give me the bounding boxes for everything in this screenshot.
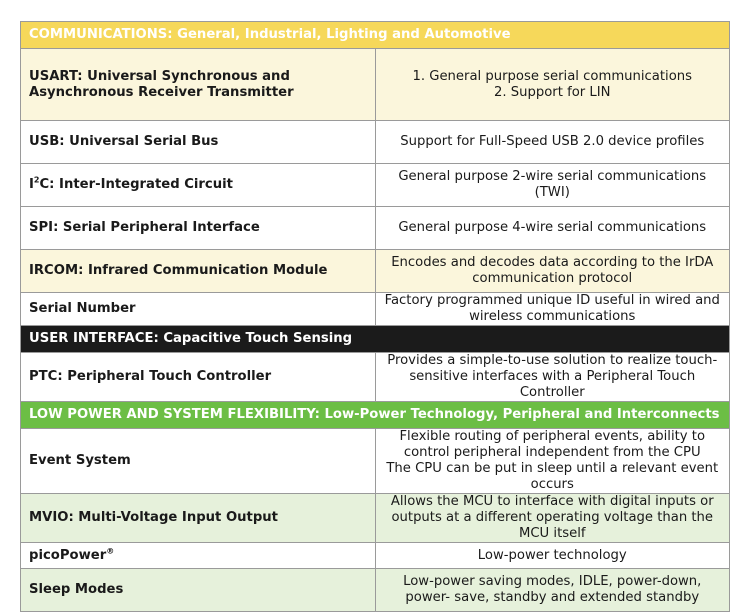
table-row-usart <box>21 49 730 121</box>
feature-description: Low-power technology <box>375 543 730 569</box>
table-row-sleep-modes <box>21 569 730 612</box>
feature-name: Sleep Modes <box>21 569 376 612</box>
table-row-event-system <box>21 429 730 494</box>
section-title: COMMUNICATIONS: General, Industrial, Lighting and Automotive <box>21 22 730 49</box>
feature-description: Encodes and decodes data according to the IrDA communication protocol <box>375 250 730 293</box>
feature-name: $I^2C$: Inter-Integrated Circuit <box>21 164 376 207</box>
description-line: 1. General purpose serial communications <box>412 68 693 84</box>
section-title: LOW POWER AND SYSTEM FLEXIBILITY: Low-Power Technology, Peripheral and Interconnects <box>21 402 730 429</box>
section-header-user-interface <box>21 326 730 353</box>
feature-name: PTC: Peripheral Touch Controller <box>21 353 376 402</box>
table-row-ptc <box>21 353 730 402</box>
feature-description: General purpose 2-wire serial communications (TWI) <box>375 164 730 207</box>
feature-description: Allows the MCU to interface with digital inputs or outputs at a different operating voltage than the MCU itself <box>375 494 730 543</box>
feature-name: Event System <box>21 429 376 494</box>
feature-description <box>375 429 730 494</box>
table-row-picopower <box>21 543 730 569</box>
table-row-i2c <box>21 164 730 207</box>
feature-name: USART: Universal Synchronous and Asynchronous Receiver Transmitter <box>21 49 376 121</box>
feature-description: Low-power saving modes, IDLE, power-down, power- save, standby and extended standby <box>375 569 730 612</box>
feature-description: General purpose 4-wire serial communications <box>375 207 730 250</box>
feature-description: Factory programmed unique ID useful in wired and wireless communications <box>375 293 730 326</box>
table-row-serial-number <box>21 293 730 326</box>
feature-table-container <box>20 21 730 612</box>
table-row-ircom <box>21 250 730 293</box>
feature-name: Serial Number <box>21 293 376 326</box>
feature-name: SPI: Serial Peripheral Interface <box>21 207 376 250</box>
description-line: 2. Support for LIN <box>493 84 611 100</box>
feature-name: USB: Universal Serial Bus <box>21 121 376 164</box>
feature-description <box>375 49 730 121</box>
table-row-spi <box>21 207 730 250</box>
feature-name: picoPower® <box>21 543 376 569</box>
feature-description: Support for Full-Speed USB 2.0 device profiles <box>375 121 730 164</box>
table-row-usb <box>21 121 730 164</box>
description-line: Flexible routing of peripheral events, ability to control peripheral independent from the CPU <box>399 429 706 460</box>
section-header-communications <box>21 22 730 49</box>
feature-name: MVIO: Multi-Voltage Input Output <box>21 494 376 543</box>
table-row-mvio <box>21 494 730 543</box>
feature-name: IRCOM: Infrared Communication Module <box>21 250 376 293</box>
section-header-low-power <box>21 402 730 429</box>
feature-description: Provides a simple-to-use solution to realize touch-sensitive interfaces with a Peripheral Touch Controller <box>375 353 730 402</box>
feature-table <box>20 21 730 612</box>
section-title: USER INTERFACE: Capacitive Touch Sensing <box>21 326 730 353</box>
description-line: The CPU can be put in sleep until a relevant event occurs <box>386 461 719 492</box>
